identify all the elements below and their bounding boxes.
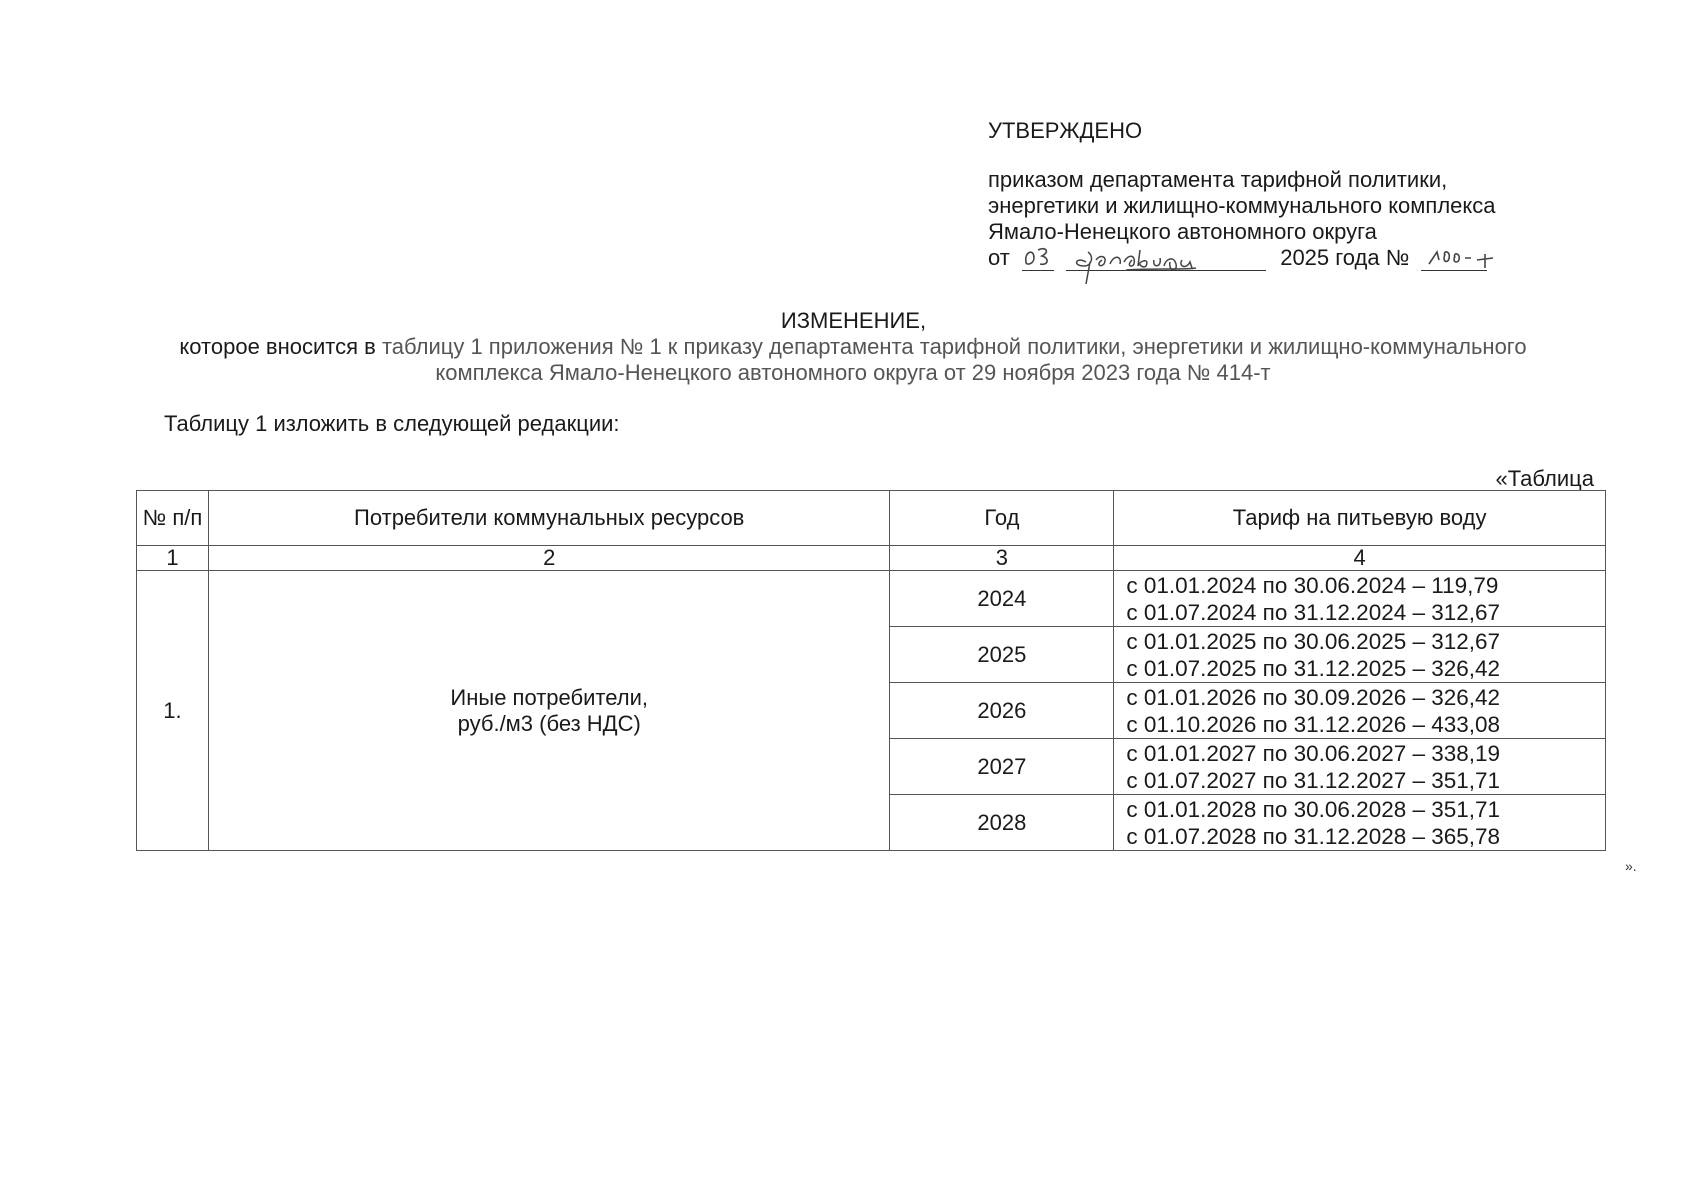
tariff-cell [1114, 627, 1606, 683]
tariff-cell [1114, 795, 1606, 851]
consumer-cell [208, 571, 890, 851]
handwritten-day-mark [1022, 242, 1054, 272]
tariff-period-1: с 01.01.2026 по 30.09.2026 – 326,42 [1126, 684, 1501, 710]
column-number-4: 4 [1114, 546, 1606, 571]
tariff-period-2: с 01.07.2025 по 31.12.2025 – 326,42 [1126, 655, 1501, 681]
table-closing-mark: ». [1625, 858, 1637, 874]
consumer-line-2: руб./м3 (без НДС) [457, 710, 641, 736]
year-cell: 2025 [890, 627, 1114, 683]
instruction-text: Таблицу 1 изложить в следующей редакции: [164, 411, 620, 436]
tariff-period-2: с 01.07.2027 по 31.12.2027 – 351,71 [1126, 767, 1501, 793]
year-cell: 2027 [890, 739, 1114, 795]
document-title: ИЗМЕНЕНИЕ, [780, 308, 927, 333]
tariff-period-1: с 01.01.2025 по 30.06.2025 – 312,67 [1126, 628, 1501, 654]
column-number-1: 1 [137, 546, 209, 571]
tariff-period-2: с 01.10.2026 по 31.12.2026 – 433,08 [1126, 711, 1501, 737]
tariff-period-2: с 01.07.2028 по 31.12.2028 – 365,78 [1126, 823, 1501, 849]
approval-order-line-1: приказом департамента тарифной политики, [988, 167, 1448, 192]
date-year-text: 2025 года № [1280, 245, 1410, 270]
handwritten-month [1066, 246, 1266, 271]
approval-heading: УТВЕРЖДЕНО [988, 118, 1143, 143]
consumer-line-1: Иные потребители, [450, 684, 648, 710]
tariff-period-1: с 01.01.2027 по 30.06.2027 – 338,19 [1126, 740, 1501, 766]
year-cell: 2024 [890, 571, 1114, 627]
date-prefix: от [988, 245, 1010, 270]
header-year: Год [890, 491, 1114, 546]
year-cell: 2026 [890, 683, 1114, 739]
subtitle-lead: которое вносится в [179, 334, 376, 359]
column-number-3: 3 [890, 546, 1114, 571]
subtitle-rest: таблицу 1 приложения № 1 к приказу департамента тарифной политики, энергетики и жилищно-коммунального комплекса Ямало-Ненецкого автономного округа от 29 ноября 2023 года № 414-т [375, 334, 1527, 385]
approval-order-line-2: энергетики и жилищно-коммунального комплекса [988, 193, 1496, 218]
tariff-cell [1114, 739, 1606, 795]
header-num: № п/п [137, 491, 209, 546]
approval-date-row [988, 245, 1628, 271]
handwritten-day [1022, 246, 1054, 271]
header-consumers: Потребители коммунальных ресурсов [208, 491, 890, 546]
tariff-period-2: с 01.07.2024 по 31.12.2024 – 312,67 [1126, 599, 1501, 625]
row-number: 1. [137, 571, 209, 851]
tariff-period-1: с 01.01.2028 по 30.06.2028 – 351,71 [1126, 796, 1501, 822]
tariff-cell [1114, 571, 1606, 627]
approval-order-line-3: Ямало-Ненецкого автономного округа [988, 219, 1377, 244]
handwritten-month-mark [1066, 242, 1266, 286]
column-number-2: 2 [208, 546, 890, 571]
table-caption: «Таблица [1495, 466, 1594, 491]
tariff-table [136, 490, 1606, 851]
handwritten-number [1421, 246, 1487, 271]
column-number-row [137, 546, 1606, 571]
handwritten-number-mark [1421, 242, 1521, 272]
year-cell: 2028 [890, 795, 1114, 851]
document-subtitle [160, 334, 1546, 386]
tariff-period-1: с 01.01.2024 по 30.06.2024 – 119,79 [1126, 572, 1499, 598]
tariff-cell [1114, 683, 1606, 739]
header-tariff: Тариф на питьевую воду [1114, 491, 1606, 546]
approval-block [988, 118, 1628, 271]
table-header-row [137, 491, 1606, 546]
table-row [137, 571, 1606, 627]
